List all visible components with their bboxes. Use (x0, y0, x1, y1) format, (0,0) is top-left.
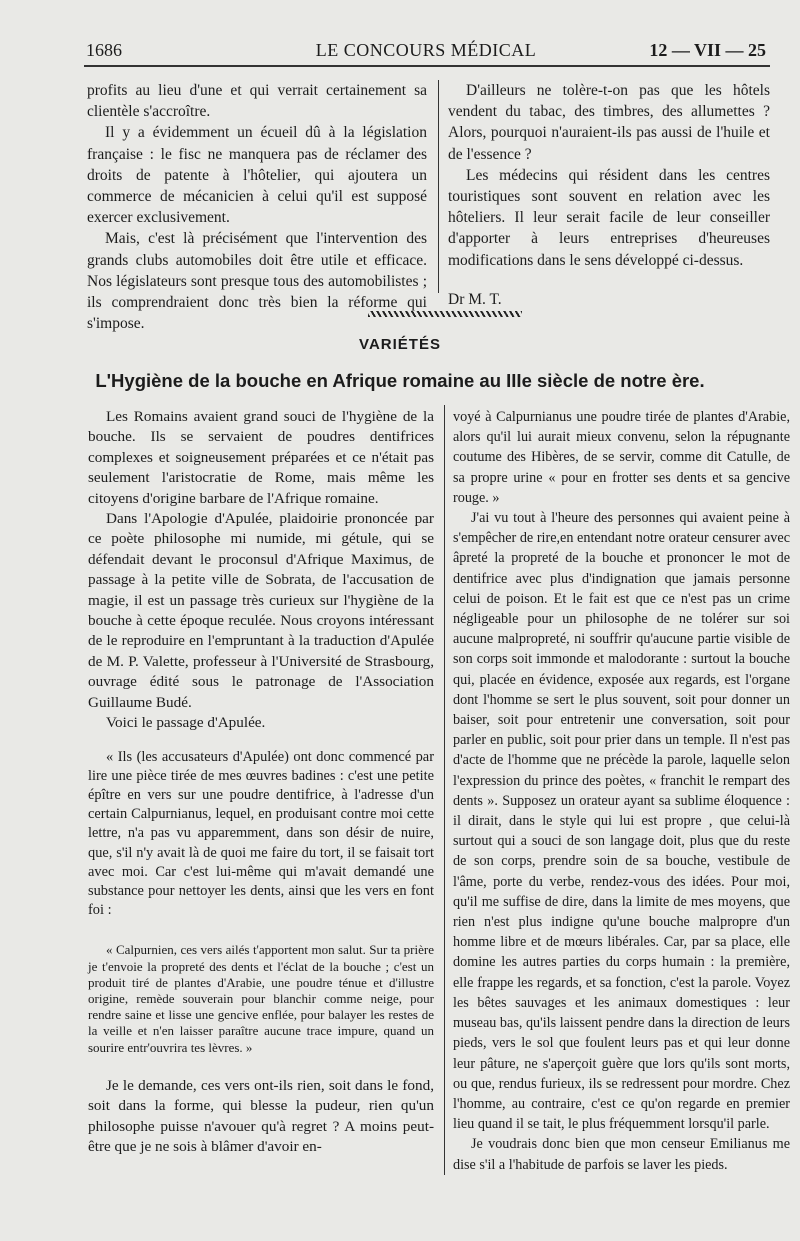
issue-date: 12 — VII — 25 (649, 40, 766, 60)
paragraph: Je voudrais donc bien que mon censeur Emilianus me dise s'il a l'habitude de parfois se laver les pieds. (453, 1136, 790, 1173)
author-signature: Dr M. T. (448, 290, 502, 308)
running-header (86, 40, 766, 64)
paragraph: voyé à Calpurnianus une poudre tirée de plantes d'Arabie, alors qu'il lui aurait mieux convenu, selon la répugnante coutume des Hibères, de se servir, comme dit Catulle, de sa propre urine « pour en frotter ses dents et sa gencive rouge. » (453, 409, 790, 506)
paragraph: Les médecins qui résident dans les centres touristiques sont souvent en relation avec les hôteliers. Il leur serait facile de leur conseiller d'apporter à leurs entreprises d'heureuses modifications dans le sens développé ci-dessus. (448, 166, 770, 269)
paragraph: Je le demande, ces vers ont-ils rien, soit dans le fond, soit dans la forme, qui blesse la pudeur, rien qu'un philosophe puisse n'avouer qu'à regret ? A moins peut-être que je ne sois à blâmer d'avoir en- (88, 1076, 434, 1155)
top-right-column (448, 80, 770, 310)
column-divider (438, 80, 439, 293)
paragraph: Les Romains avaient grand souci de l'hygiène de la bouche. Ils se servaient de poudres dentifrices complexes et soigneusement préparées et ce n'était pas seulement l'aristocratie de Rome, mais même les citoyens d'origine barbare de l'Afrique romaine. (88, 408, 434, 507)
page-number: 1686 (86, 40, 122, 60)
article-right-column (453, 407, 790, 1175)
paragraph: J'ai vu tout à l'heure des personnes qui avaient peine à s'empêcher de rire,en entendant notre orateur censurer avec âpreté la propreté de la bouche et prononcer le mot de dentifrice avec plus d'indignation que jamais personne celui de poison. Et le fait est que ce n'est pas un crime négligeable pour un philosophe de ne tolérer sur soi aucune malpropreté, ni souffrir qu'aucune partie visible de son corps soit immonde et malodorante : surtout la bouche qui, placée en évidence, exposée aux regards, est l'organe dont l'homme se sert le plus souvent, soit pour donner un baiser, soit pour entretenir une conversation, soit pour parler en public, soit pour prier dans un temple. Il n'est pas d'acte de l'homme que ne précède la parole, laquelle selon l'expression du prince des poètes, « franchit le rempart des dents ». Supposez un orateur ayant sa sublime éloquence : il dirait, dans le style qui lui est propre , que celui-là surtout qui a souci de son langage doit, plus que du reste de son corps, prendre soin de sa bouche, vestibule de l'âme, porte du verbe, rendez-vous des idées. Pour moi, qu'il me suffise de dire, dans la limite de mes moyens, que rien n'est plus indigne qu'une bouche malpropre d'un homme libre et de mœurs libérales. Car, par sa place, elle domine les autres parties du corps humain : la première, elle frappe les regards, et sa fonction, c'est la parole. Voyez les bêtes sauvages et les animaux domestiques : leur museau bas, qu'ils laissent pendre dans la direction de leurs pieds, vers le sol que foulent leurs pas et qui leur donne leur pâture, ne s'aperçoit guère que lors qu'ils sont morts, ou que, rendus furieux, ils se redressent pour mordre. Chez l'homme, au contraire, c'est ce qu'on regarde en premier lieu quand il se tait, le plus fréquemment lorsqu'il parle. (453, 510, 790, 1133)
paragraph: Voici le passage d'Apulée. (106, 714, 266, 732)
paragraph: Mais, c'est là précisément que l'intervention des grands clubs automobiles doit être utile et efficace. Nos législateurs sont presque tous des automobilistes ; ils comprendraient donc très bien la réforme qui s'impose. (87, 230, 427, 333)
section-label: VARIÉTÉS (359, 336, 441, 353)
section-ornament (368, 311, 522, 317)
article-left-column (88, 407, 434, 1157)
article-title: L'Hygiène de la bouche en Afrique romaine au IIIe siècle de notre ère. (95, 370, 705, 391)
journal-name: LE CONCOURS MÉDICAL (315, 40, 537, 60)
paragraph: Il y a évidemment un écueil dû à la législation française : le fisc ne manquera pas de réclamer des droits de patente à l'hôtelier, qui ajoutera un commerce de mécanicien à celui qu'il est supposé exercer exclusivement. (87, 124, 427, 227)
column-divider (444, 405, 445, 1175)
header-rule (84, 65, 770, 67)
paragraph: profits au lieu d'une et qui verrait certainement sa clientèle s'accroître. (87, 82, 427, 121)
paragraph: D'ailleurs ne tolère-t-on pas que les hôtels vendent du tabac, des timbres, des allumettes ? Alors, pourquoi n'auraient-ils pas aussi de l'huile et de l'essence ? (448, 82, 770, 163)
poem-quote: « Calpurnien, ces vers ailés t'apportent mon salut. Sur ta prière je t'envoie la propreté des dents et l'éclat de la bouche ; c'est un produit tiré de plantes d'Arabie, une poudre ténue et d'illustre origine, remède souverain pour blanchir comme neige, pour rendre saine et lisse une gencive enflée, pour balayer les restes de la veille et n'en laisser paraître aucune trace impure, quand un sourire entr'ouvrira tes lèvres. » (88, 942, 434, 1055)
paragraph: Dans l'Apologie d'Apulée, plaidoirie prononcée par ce poète philosophe mi numide, mi gétule, qui se défendait devant le proconsul d'Afrique Maximus, de passage à la petite ville de Sobrata, de l'accusation de magie, il est un passage très curieux sur l'hygiène de la bouche à cette époque reculée. Nous croyons intéressant de le reproduire en l'empruntant à la traduction d'Apulée de M. P. Valette, professeur à l'Université de Strasbourg, ouvrage édité sous le patronage de l'Association Guillaume Budé. (88, 510, 434, 711)
apuleius-quote: « Ils (les accusateurs d'Apulée) ont donc commencé par lire une pièce tirée de mes œuvres badines : c'est une petite épître en vers sur une poudre dentifrice, à l'adresse d'un certain Calpurnianus, lequel, en produisant contre moi cette lettre, n'a pas vu apparemment, dans son désir de nuire, que, s'il n'y avait là de quoi me faire du tort, il se faisait tort avec moi. Car c'est lui-même qui m'avait demandé une substance pour nettoyer les dents, ainsi que les vers en font foi : (88, 748, 434, 919)
top-left-column (87, 80, 427, 334)
